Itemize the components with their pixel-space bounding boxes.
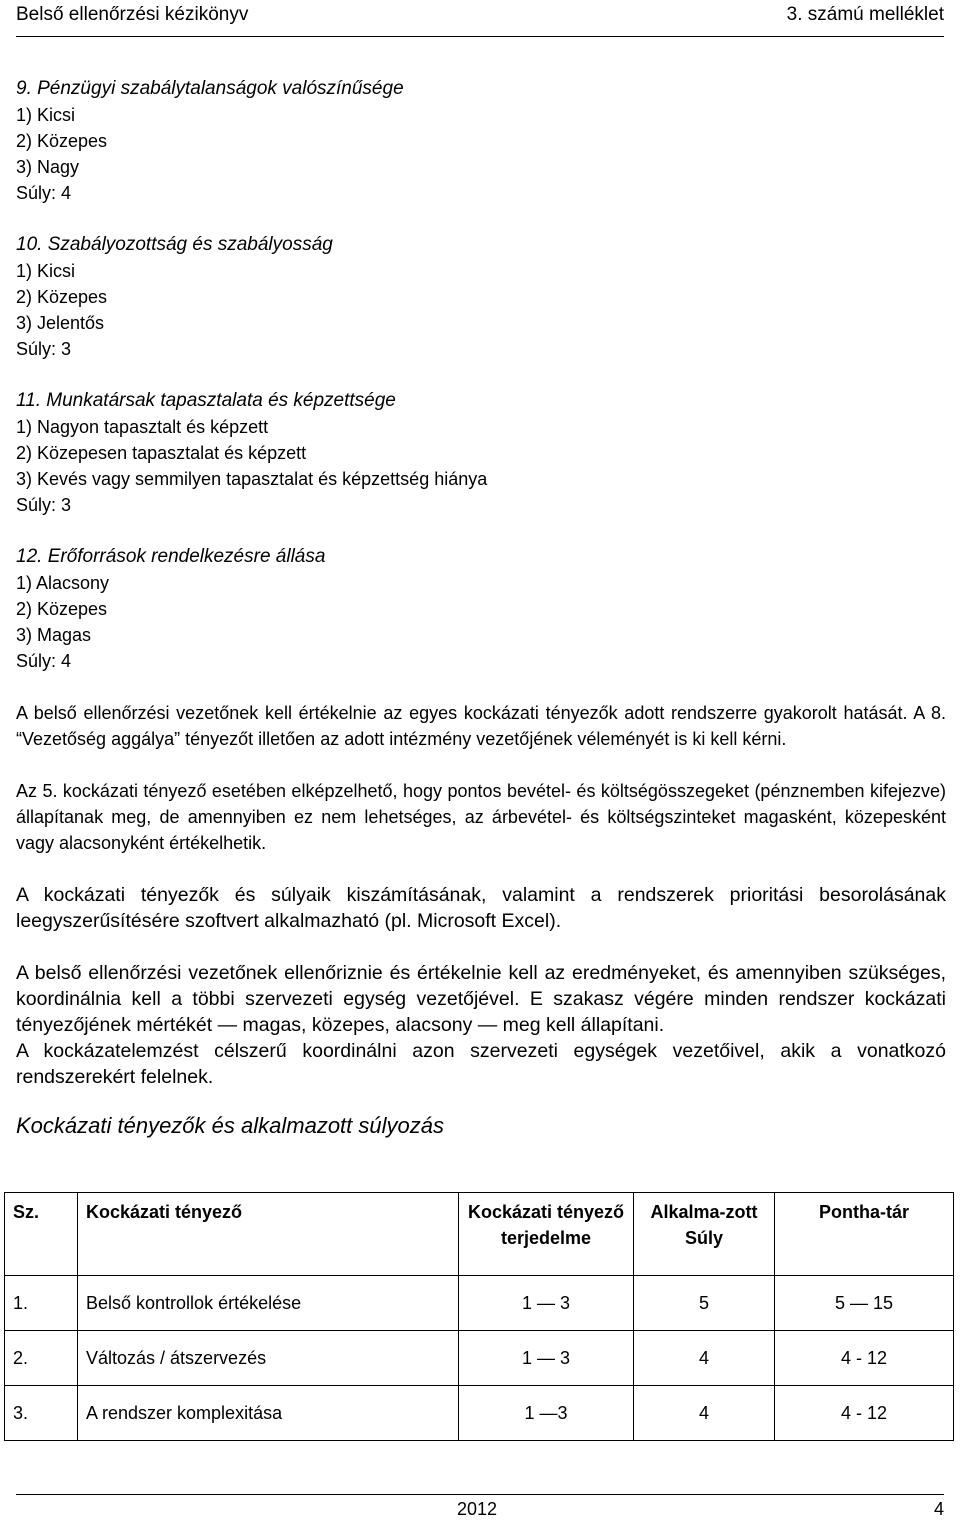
table-row <box>5 1386 954 1441</box>
section-11 <box>16 388 946 518</box>
document-title: Belső ellenőrzési kézikönyv <box>16 4 249 25</box>
cell-number: 3. <box>5 1386 78 1441</box>
col-header-weight: Alkalma-zott Súly <box>634 1193 775 1276</box>
table-title: Kockázati tényezők és alkalmazott súlyozás <box>16 1113 444 1138</box>
paragraph-coordination: A kockázatelemzést célszerű koordinálni azon szervezeti egységek vezetőivel, akik a vonatkozó rendszerekért felelnek. <box>16 1040 946 1088</box>
cell-score: 4 - 12 <box>775 1386 954 1441</box>
weight-label: Súly: 4 <box>16 183 72 203</box>
section-title: 12. Erőforrások rendelkezésre állása <box>16 546 326 567</box>
col-header-score: Pontha-tár <box>775 1193 954 1276</box>
list-item: 1) Kicsi <box>16 105 76 125</box>
section-title: 11. Munkatársak tapasztalata és képzettsége <box>16 390 396 411</box>
paragraph-evaluation: A belső ellenőrzési vezetőnek kell értékelnie az egyes kockázati tényezők adott rendszerre gyakorolt hatását. A 8. “Vezetőség aggálya” tényezőt illetően az adott intézmény vezetőjének véleményét is ki kell kérni. <box>16 703 946 749</box>
list-item: 3) Nagy <box>16 157 80 177</box>
list-item: 1) Alacsony <box>16 573 110 593</box>
risk-factor-table <box>4 1192 954 1441</box>
paragraph-revenue: Az 5. kockázati tényező esetében elképzelhető, hogy pontos bevétel- és költségösszegeket (pénznemben kifejezve) állapítanak meg, de amennyiben ez nem lehetséges, az árbevétel- és költségszinteket magasként, közepesként vagy alacsonyként értékelhetik. <box>16 781 946 853</box>
cell-factor: Változás / átszervezés <box>78 1331 459 1386</box>
list-item: 3) Magas <box>16 625 92 645</box>
cell-range: 1 — 3 <box>459 1276 634 1331</box>
section-title: 10. Szabályozottság és szabályosság <box>16 234 333 255</box>
cell-score: 5 — 15 <box>775 1276 954 1331</box>
list-item: 2) Közepes <box>16 131 108 151</box>
section-12 <box>16 544 946 674</box>
cell-range: 1 —3 <box>459 1386 634 1441</box>
cell-weight: 4 <box>634 1386 775 1441</box>
page-footer <box>16 1494 944 1520</box>
paragraph-results: A belső ellenőrzési vezetőnek ellenőriznie és értékelnie kell az eredményeket, és amennyiben szükséges, koordinálnia kell a többi szervezeti egység vezetőjével. E szakasz végére minden rendszer kockázati tényezőjének mértékét — magas, közepes, alacsony — meg kell állapítani. <box>16 962 946 1036</box>
main-content <box>16 76 946 1140</box>
weight-label: Súly: 4 <box>16 651 72 671</box>
list-item: 2) Közepes <box>16 287 108 307</box>
col-header-factor: Kockázati tényező <box>78 1193 459 1276</box>
cell-factor: A rendszer komplexitása <box>78 1386 459 1441</box>
cell-score: 4 - 12 <box>775 1331 954 1386</box>
list-item: 3) Kevés vagy semmilyen tapasztalat és képzettség hiánya <box>16 469 488 489</box>
col-header-range: Kockázati tényező terjedelme <box>459 1193 634 1276</box>
weight-label: Súly: 3 <box>16 495 72 515</box>
list-item: 1) Nagyon tapasztalt és képzett <box>16 417 269 437</box>
cell-weight: 4 <box>634 1331 775 1386</box>
table-row <box>5 1276 954 1331</box>
page-header <box>16 0 944 37</box>
annex-label: 3. számú melléklet <box>786 4 944 25</box>
col-header-number: Sz. <box>5 1193 78 1276</box>
section-9 <box>16 76 946 206</box>
list-item: 1) Kicsi <box>16 261 76 281</box>
weight-label: Súly: 3 <box>16 339 72 359</box>
list-item: 2) Közepesen tapasztalat és képzett <box>16 443 307 463</box>
list-item: 2) Közepes <box>16 599 108 619</box>
cell-number: 2. <box>5 1331 78 1386</box>
cell-number: 1. <box>5 1276 78 1331</box>
footer-year: 2012 <box>457 1499 498 1519</box>
section-10 <box>16 232 946 362</box>
paragraph-software: A kockázati tényezők és súlyaik kiszámításának, valamint a rendszerek prioritási besorolásának leegyszerűsítésére szoftvert alkalmazható (pl. Microsoft Excel). <box>16 884 946 932</box>
table-header-row <box>5 1193 954 1276</box>
list-item: 3) Jelentős <box>16 313 105 333</box>
section-title: 9. Pénzügyi szabálytalanságok valószínűsége <box>16 78 404 99</box>
cell-factor: Belső kontrollok értékelése <box>78 1276 459 1331</box>
cell-weight: 5 <box>634 1276 775 1331</box>
cell-range: 1 — 3 <box>459 1331 634 1386</box>
page-number: 4 <box>933 1499 944 1519</box>
table-row <box>5 1331 954 1386</box>
